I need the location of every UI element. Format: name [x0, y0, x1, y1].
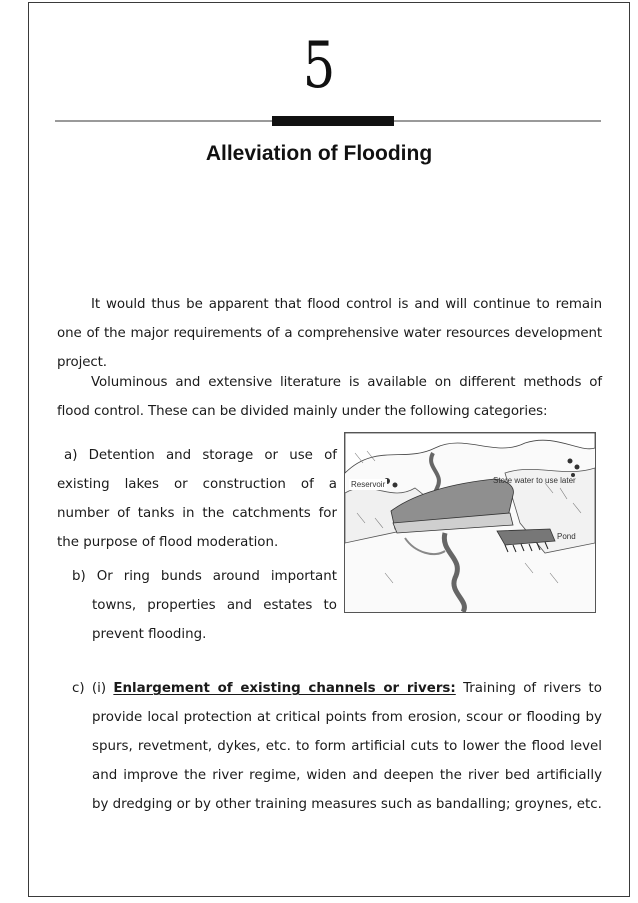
list-heading-c: Enlargement of existing channels or rivers:: [113, 681, 456, 696]
chapter-number: 5: [302, 29, 336, 103]
list-item-a: [57, 441, 337, 557]
flood-storage-illustration: [344, 432, 596, 613]
illustration-drawing: [345, 433, 595, 612]
paragraph-categories: Voluminous and extensive literature is available on different methods of flood control. These can be divided mainly under the following categories:: [57, 375, 602, 419]
paragraph-intro: It would thus be apparent that flood control is and will continue to remain one of the major requirements of a comprehensive water resources development project.: [57, 297, 602, 370]
list-marker-b: b): [72, 569, 86, 584]
label-reservoir: Reservoir: [351, 480, 386, 489]
label-store-water: Store water to use later: [493, 476, 576, 485]
list-text-b: Or ring bunds around important towns, properties and estates to prevent flooding.: [92, 569, 337, 642]
list-text-c: Training of rivers to provide local protection at critical points from erosion, scour or flooding by spurs, revetment, dykes, etc. to form artificial cuts to lower the flood level and improve the river regime, widen and deepen the river bed artificially by dredging or by other training measures such as bandalling; groynes, etc.: [92, 681, 602, 812]
header-rule-accent: [272, 116, 394, 126]
list-text-a: Detention and storage or use of existing lakes or construction of a number of tanks in the catchments for the purpose of flood moderation.: [57, 448, 337, 550]
list-item-c: [72, 674, 602, 819]
label-pond: Pond: [557, 532, 576, 541]
list-marker-c: c) (i): [72, 681, 107, 696]
list-item-b: [72, 562, 337, 649]
list-marker-a: a): [64, 448, 78, 463]
chapter-title: Alleviation of Flooding: [205, 142, 433, 165]
